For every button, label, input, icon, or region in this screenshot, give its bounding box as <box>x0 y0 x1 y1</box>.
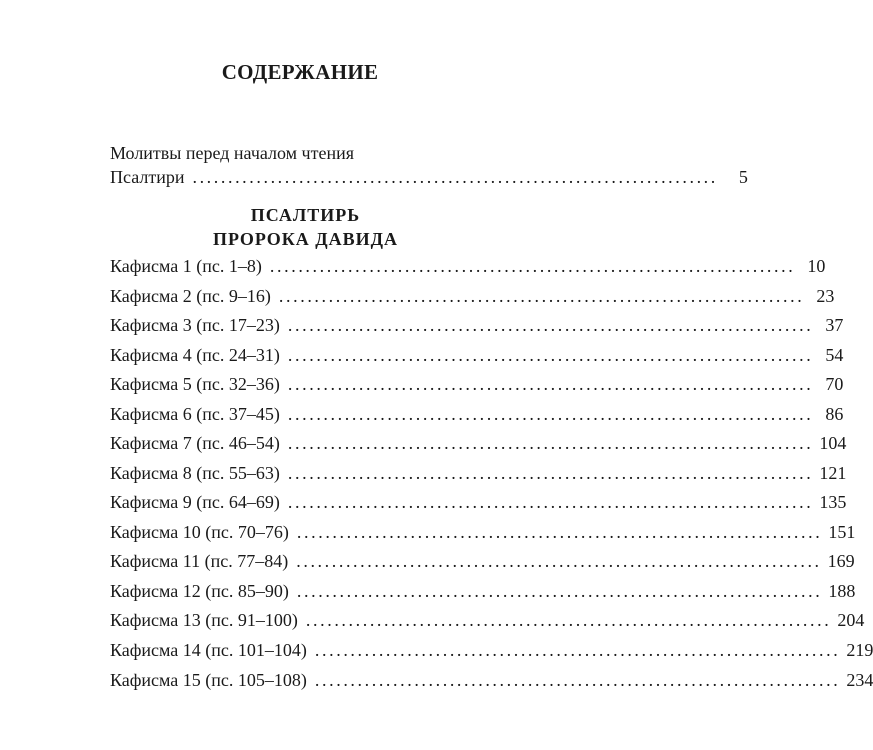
toc-entry-label: Кафисма 7 (пс. 46–54) <box>110 433 280 453</box>
toc-entry-kathisma-11[interactable] <box>110 551 855 575</box>
toc-entry-page: 151 <box>828 522 856 542</box>
toc-entry-page: 169 <box>827 551 855 571</box>
toc-entry-page: 70 <box>825 374 844 394</box>
dot-leader: .......................................................................... <box>269 256 796 276</box>
toc-entry-page: 204 <box>837 610 865 630</box>
dot-leader: .......................................................................... <box>287 404 814 424</box>
dot-leader: .......................................................................... <box>278 286 805 306</box>
dot-leader: .......................................................................... <box>296 522 823 542</box>
toc-entry-kathisma-1[interactable] <box>110 256 826 280</box>
dot-leader: .......................................................................... <box>296 551 822 571</box>
toc-entry-label: Кафисма 8 (пс. 55–63) <box>110 463 280 483</box>
toc-entry-page: 10 <box>807 256 826 276</box>
toc-entry-page: 219 <box>846 640 873 660</box>
toc-entry-kathisma-15[interactable] <box>110 670 873 694</box>
section-heading-line1: ПСАЛТИРЬ <box>250 205 361 225</box>
toc-entry-page: 37 <box>825 315 844 335</box>
toc-entry-label: Кафисма 2 (пс. 9–16) <box>110 286 271 306</box>
toc-entry-label: Псалтири <box>110 167 185 187</box>
dot-leader: .......................................................................... <box>287 492 814 512</box>
toc-entry-label: Кафисма 5 (пс. 32–36) <box>110 374 280 394</box>
dot-leader: .......................................................................... <box>314 670 841 690</box>
toc-entry-label: Кафисма 4 (пс. 24–31) <box>110 345 280 365</box>
dot-leader: .......................................................................... <box>314 640 841 660</box>
dot-leader: .......................................................................... <box>287 345 814 365</box>
toc-entry-label: Кафисма 12 (пс. 85–90) <box>110 581 289 601</box>
intro-title-line1: Молитвы перед началом чтения <box>110 143 355 163</box>
toc-entry-label: Кафисма 11 (пс. 77–84) <box>110 551 289 571</box>
toc-entry-label: Кафисма 9 (пс. 64–69) <box>110 492 280 512</box>
toc-entry-kathisma-4[interactable] <box>110 345 844 369</box>
dot-leader: .......................................................................... <box>192 167 718 187</box>
dot-leader: .......................................................................... <box>305 610 832 630</box>
dot-leader: .......................................................................... <box>287 374 814 394</box>
toc-entry-label: Кафисма 14 (пс. 101–104) <box>110 640 307 660</box>
toc-entry-kathisma-13[interactable] <box>110 610 865 634</box>
dot-leader: .......................................................................... <box>287 433 814 453</box>
toc-entry-label: Кафисма 3 (пс. 17–23) <box>110 315 280 335</box>
toc-entry-page: 5 <box>738 167 748 187</box>
toc-entry-kathisma-14[interactable] <box>110 640 873 664</box>
toc-entry-label: Кафисма 15 (пс. 105–108) <box>110 670 307 690</box>
toc-entry-label: Кафисма 1 (пс. 1–8) <box>110 256 262 276</box>
section-heading-line2: ПРОРОКА ДАВИДА <box>212 229 399 249</box>
toc-entry-page: 121 <box>819 463 847 483</box>
toc-entry-kathisma-8[interactable] <box>110 463 847 487</box>
page-title: СОДЕРЖАНИЕ <box>221 60 379 84</box>
toc-entry-intro[interactable] <box>110 167 748 191</box>
toc-entry-page: 188 <box>828 581 856 601</box>
toc-entry-page: 86 <box>825 404 844 424</box>
toc-entry-kathisma-10[interactable] <box>110 522 856 546</box>
toc-entry-kathisma-3[interactable] <box>110 315 844 339</box>
dot-leader: .......................................................................... <box>287 315 814 335</box>
toc-entry-kathisma-9[interactable] <box>110 492 847 516</box>
toc-entry-label: Кафисма 10 (пс. 70–76) <box>110 522 289 542</box>
toc-entry-page: 23 <box>816 286 835 306</box>
toc-entry-label: Кафисма 6 (пс. 37–45) <box>110 404 280 424</box>
toc-entry-page: 54 <box>825 345 844 365</box>
toc-entry-label: Кафисма 13 (пс. 91–100) <box>110 610 298 630</box>
dot-leader: .......................................................................... <box>287 463 814 483</box>
toc-entry-page: 104 <box>819 433 847 453</box>
toc-entry-kathisma-12[interactable] <box>110 581 856 605</box>
toc-entry-kathisma-5[interactable] <box>110 374 844 398</box>
toc-entry-kathisma-6[interactable] <box>110 404 844 428</box>
toc-entry-kathisma-2[interactable] <box>110 286 835 310</box>
toc-entry-page: 234 <box>846 670 873 690</box>
toc-entry-page: 135 <box>819 492 847 512</box>
toc-entry-kathisma-7[interactable] <box>110 433 847 457</box>
dot-leader: .......................................................................... <box>296 581 823 601</box>
